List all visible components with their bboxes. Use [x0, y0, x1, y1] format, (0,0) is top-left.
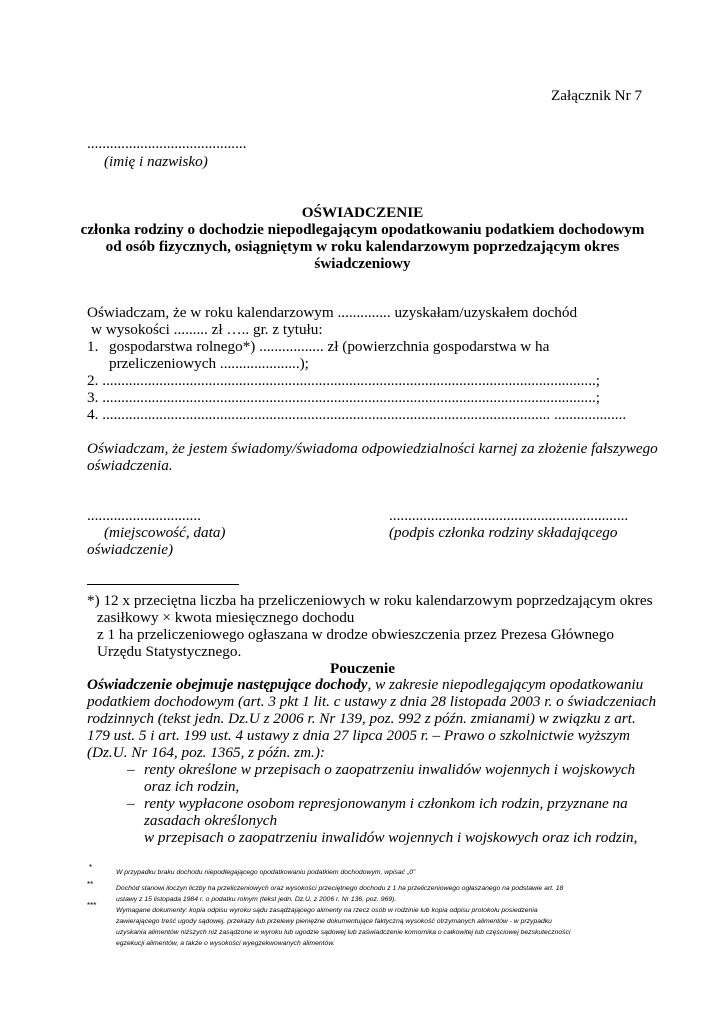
place-date-dots: ..............................	[87, 507, 201, 524]
instruction-line-2: podatkiem dochodowym (art. 3 pkt 1 lit. c ustawy z dnia 28 listopada 2003 r. o świadczeniach	[87, 693, 657, 710]
bullet-dash-1: –	[127, 761, 135, 778]
instruction-lead-rest: , w zakresie niepodlegającym opodatkowaniu	[367, 676, 644, 693]
bullet-2-line-1: renty wypłacone osobom represjonowanym i członkom ich rodzin, przyznane na	[144, 795, 628, 812]
footnote-separator	[87, 584, 239, 585]
income-item-3: 3. ..................................................................................................................................;	[87, 389, 601, 406]
document-subtitle-line-3: świadczeniowy	[314, 255, 411, 272]
liability-statement-line-1: Oświadczam, że jestem świadomy/świadoma odpowiedzialności karnej za złożenie fałszywego	[87, 440, 658, 457]
footnote-2-line-1: Dochód stanowi iloczyn liczby ha przeliczeniowych oraz wysokości przeciętnego dochodu z 1 ha przeliczeniowego ogłaszanego na podstawie art. 18	[116, 885, 564, 892]
declaration-line-2: w wysokości ......... zł ….. gr. z tytułu:	[91, 321, 323, 338]
income-item-1-number: 1.	[87, 338, 99, 355]
declaration-line-1: Oświadczam, że w roku kalendarzowym .............. uzyskałam/uzyskałem dochód	[87, 304, 578, 321]
document-subtitle-line-1: członka rodziny o dochodzie niepodlegającym opodatkowaniu podatkiem dochodowym	[80, 221, 645, 238]
footnote-3-line-3: uzyskania alimentów niższych niż zasądzone w wyroku lub ugodzie sądowej lub zaświadczenie komornika o całkowitej lub częściowej bezskuteczności	[116, 929, 571, 936]
signature-caption: (podpis członka rodziny składającego	[389, 524, 618, 541]
instruction-lead-bold: Oświadczenie obejmuje następujące dochody	[87, 676, 368, 693]
document-title: OŚWIADCZENIE	[301, 204, 424, 221]
footnote-marker-1: *	[89, 863, 93, 872]
footnote-3-line-4: egzekucji alimentów, a także o wysokości wyegzekwowanych alimentów.	[116, 940, 335, 947]
income-item-2: 2. ..................................................................................................................................;	[87, 372, 601, 389]
bullet-2-line-2: zasadach określonych	[144, 812, 278, 829]
instruction-line-1	[87, 676, 643, 694]
signature-caption-continued: oświadczenie)	[87, 541, 174, 558]
signature-dots: ...............................................................	[389, 507, 629, 524]
instruction-line-4: 179 ust. 5 i art. 199 ust. 4 ustawy z dnia 27 lipca 2005 r. – Prawo o szkolnictwie wyższym	[87, 727, 630, 744]
footnote-2-line-2: ustawy z 15 listopada 1984 r. o podatku rolnym (tekst jedn. Dz.U. z 2006 r. Nr 136, poz. 969).	[116, 896, 397, 903]
footnote-3-line-2: zawierającego treść ugody sądowej, przekazy lub przelewy pieniężne dokumentujące faktyczną wysokość otrzymanych alimentów - w przypadku	[116, 918, 552, 925]
bullet-1-line-1: renty określone w przepisach o zaopatrzeniu inwalidów wojennych i wojskowych	[144, 761, 636, 778]
income-item-4: 4. ...................................................................................................................... ...................	[87, 406, 627, 423]
instruction-title: Pouczenie	[330, 660, 395, 677]
name-field-caption: (imię i nazwisko)	[104, 153, 208, 170]
farm-income-note-line-4: Urzędu Statystycznego.	[97, 643, 242, 660]
bullet-1-line-2: oraz ich rodzin,	[144, 778, 240, 795]
place-date-caption: (miejscowość, data)	[104, 524, 226, 541]
income-item-1-line-2: przeliczeniowych .....................);	[109, 355, 309, 372]
bullet-dash-2: –	[127, 795, 135, 812]
name-field-dots: ..........................................	[87, 135, 247, 152]
footnote-marker-2: **	[87, 880, 94, 889]
instruction-line-5: (Dz.U. Nr 164, poz. 1365, z późn. zm.):	[87, 744, 325, 761]
bullet-2-line-3: w przepisach o zaopatrzeniu inwalidów wojennych i wojskowych oraz ich rodzin,	[144, 829, 638, 846]
footnote-marker-3: ***	[87, 901, 97, 910]
document-subtitle-line-2: od osób fizycznych, osiągniętym w roku kalendarzowym poprzedzającym okres	[105, 238, 620, 255]
footnote-3-line-1: Wymagane dokumenty: kopia odpisu wyroku sądu zasądzającego alimenty na rzecz osób w rodzinie lub kopia odpisu protokołu posiedzenia	[116, 907, 538, 914]
farm-income-note-line-1: *) 12 x przeciętna liczba ha przeliczeniowych w roku kalendarzowym poprzedzającym okres	[87, 592, 653, 609]
farm-income-note-line-2: zasiłkowy × kwota miesięcznego dochodu	[97, 609, 355, 626]
income-item-1-line-1: gospodarstwa rolnego*) ................. zł (powierzchnia gospodarstwa w ha	[109, 338, 550, 355]
instruction-line-3: rodzinnych (tekst jedn. Dz.U z 2006 r. Nr 139, poz. 992 z późn. zmianami) w związku z art.	[87, 710, 636, 727]
footnote-1: W przypadku braku dochodu niepodlegającego opodatkowaniu podatkiem dochodowym, wpisać „0”	[116, 869, 416, 876]
attachment-number: Załącznik Nr 7	[551, 87, 643, 104]
farm-income-note-line-3: z 1 ha przeliczeniowego ogłaszana w drodze obwieszczenia przez Prezesa Głównego	[97, 626, 614, 643]
liability-statement-line-2: oświadczenia.	[87, 457, 173, 474]
